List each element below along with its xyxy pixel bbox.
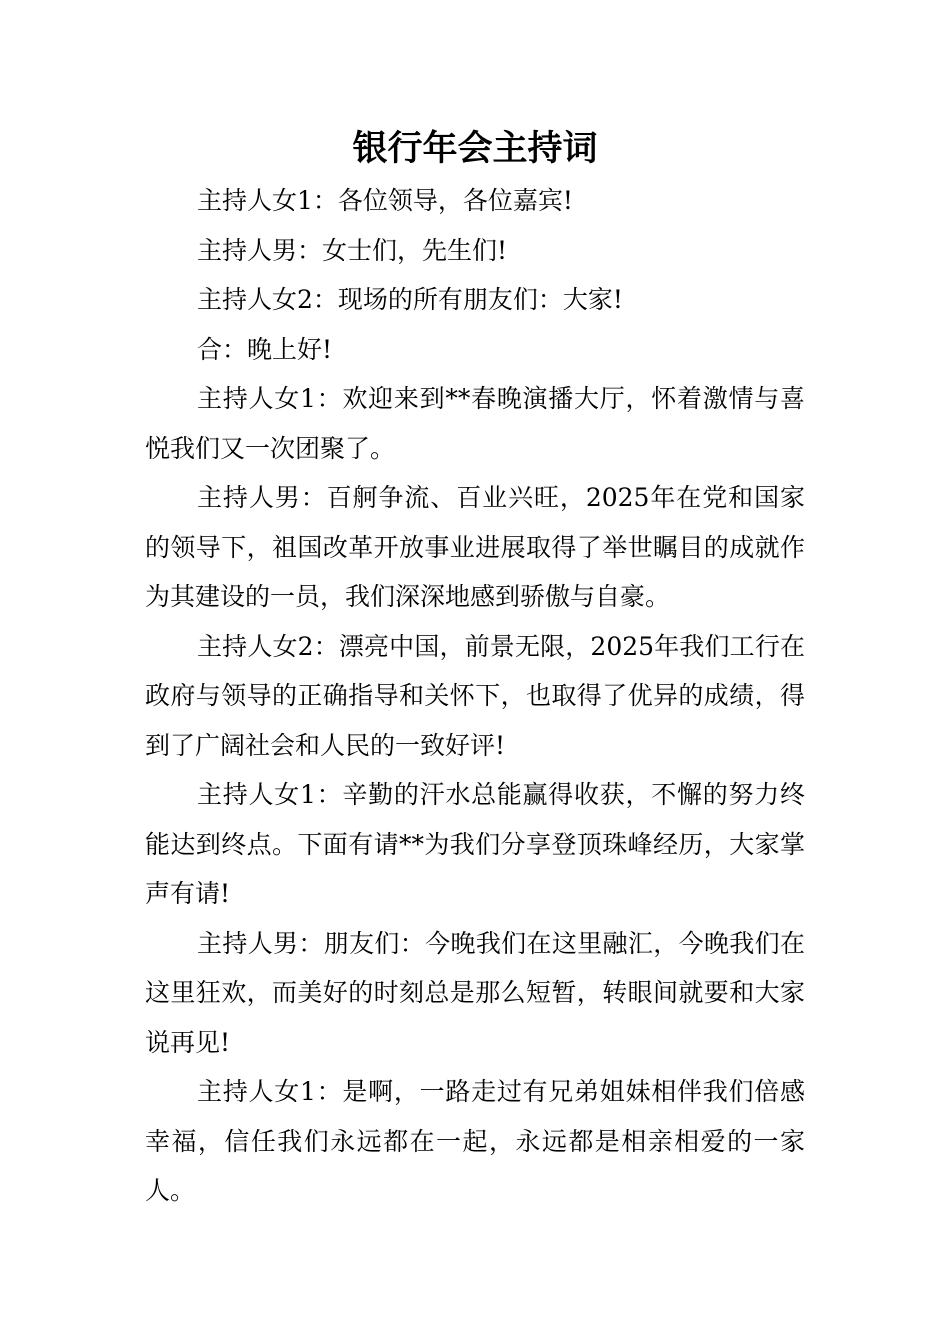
paragraph: 主持人女1：欢迎来到**春晚演播大厅，怀着激情与喜悦我们又一次团聚了。	[145, 384, 805, 463]
paragraph: 主持人女1：各位领导，各位嘉宾!	[197, 186, 573, 215]
paragraph: 主持人女1：辛勤的汗水总能赢得收获，不懈的努力终能达到终点。下面有请**为我们分享登顶珠峰经历，大家掌声有请!	[145, 780, 805, 908]
paragraph: 主持人男：女士们，先生们!	[197, 235, 508, 265]
paragraph: 主持人男：百舸争流、百业兴旺，2025年在党和国家的领导下，祖国改革开放事业进展取得了举世瞩目的成就作为其建设的一员，我们深深地感到骄傲与自豪。	[145, 483, 805, 611]
document-title: 银行年会主持词	[352, 129, 598, 169]
paragraph: 主持人女1：是啊，一路走过有兄弟姐妹相伴我们倍感幸福，信任我们永远都在一起，永远都是相亲相爱的一家人。	[145, 1077, 805, 1205]
paragraph: 合：晚上好!	[197, 334, 333, 364]
paragraph: 主持人女2：漂亮中国，前景无限，2025年我们工行在政府与领导的正确指导和关怀下，也取得了优异的成绩，得到了广阔社会和人民的一致好评!	[145, 631, 805, 760]
paragraph: 主持人女2：现场的所有朋友们：大家!	[197, 285, 623, 314]
document-body	[145, 176, 805, 1216]
paragraph: 主持人男：朋友们：今晚我们在这里融汇，今晚我们在这里狂欢，而美好的时刻总是那么短暂，转眼间就要和大家说再见!	[145, 928, 805, 1057]
